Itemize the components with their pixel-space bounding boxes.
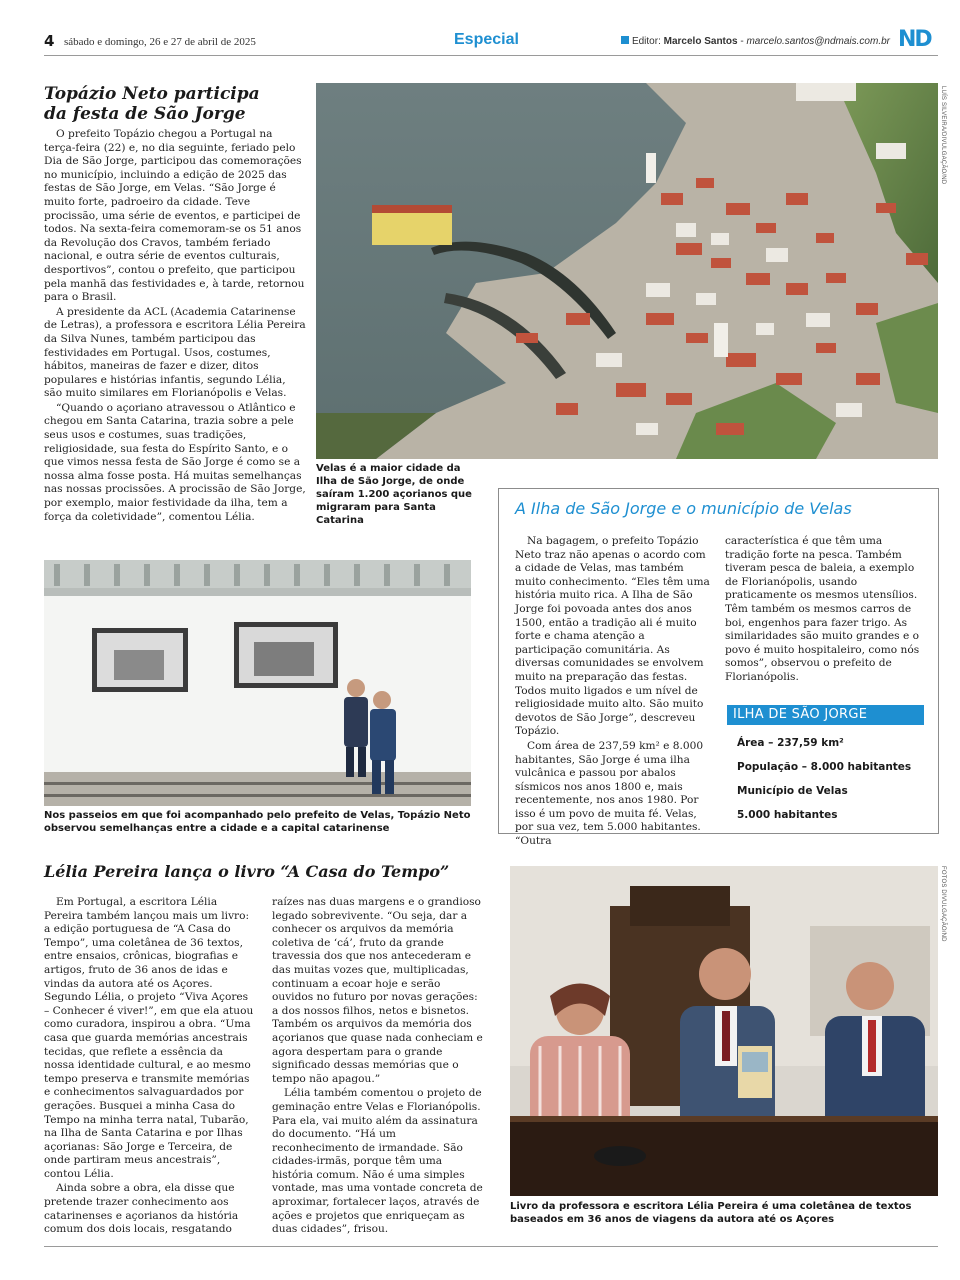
photo-credit: FOTOS DIVULGAÇÃO/ND [940, 866, 946, 942]
paragraph: A presidente da ACL (Academia Catarinense de Letras), a professora e escritora Lélia Pereira da Silva Nunes, também participou das festividades em Portugal. Usos, costumes, hábitos, maneiras de fazer e dizer, ditos populares e histórias infantis, segundo Lélia, são muito similares em Florianópolis e Velas. [44, 305, 306, 400]
velas-aerial-illustration [316, 83, 938, 459]
article2-column-2 [272, 896, 484, 1238]
photo-credit: LUÍS SILVEIRA/DIVULGAÇÃO/ND [940, 86, 946, 185]
facts-header: ILHA DE SÃO JORGE [727, 705, 924, 725]
book-launch-photo [510, 866, 938, 1196]
page-header [44, 27, 938, 56]
paragraph: Com área de 237,59 km² e 8.000 habitantes, São Jorge é uma ilha vulcânica e passou por abalos sísmicos nos anos 1800 e, mais recentemente, nos anos 1980. Por isso é um povo de muita fé. Velas, por sua vez, tem 5.000 habitantes. “Outra [515, 739, 704, 848]
walk-illustration [44, 560, 471, 806]
fact-municipality-population: 5.000 habitantes [737, 809, 838, 821]
book-launch-illustration [510, 866, 938, 1196]
headline-line: da festa de São Jorge [44, 104, 246, 124]
paragraph: Ainda sobre a obra, ela disse que pretende trazer conhecimento aos catarinenses e açorianos da história comum dos dois locais, resgatando [44, 1182, 239, 1236]
fact-municipality: Município de Velas [737, 785, 848, 797]
paragraph: raízes nas duas margens e o grandioso legado sobrevivente. “Ou seja, dar a conhecer os arquivos da memória coletiva de ‘cá’, fruto da grande travessia dos que nos antecederam e das muitas vozes que, multiplicadas, continuam a ecoar hoje e serão ouvidos no futuro por novas gerações: a dos nossos filhos, netos e bisnetos. Também os arquivos da memória dos açorianos que quase nada conheciam e agora despertam para o grande significado dessas memórias que o tempo não apagou.” [272, 896, 483, 1085]
edition-date: sábado e domingo, 26 e 27 de abril de 2025 [64, 36, 256, 48]
box-column-2 [725, 535, 925, 686]
paragraph: Na bagagem, o prefeito Topázio Neto traz não apenas o acordo com a cidade de Velas, mas também muito conhecimento. “Eles têm uma história muito rica. A Ilha de São Jorge foi povoada antes dos anos 1500, então a tradição ali é muito forte e chama atenção a participação comunitária. As diversas comunidades se envolvem muito na preparação das festas. Todos muito ligados e um nível de religiosidade muito alto. São muito devotos de São Jorge”, descreveu Topázio. [515, 535, 710, 738]
paragraph: Em Portugal, a escritora Lélia Pereira também lançou mais um livro: a edição portuguesa de “A Casa do Tempo”, uma coletânea de 36 textos, entre ensaios, crônicas, biografias e artigos, fruto de 36 anos de idas e vindas da autora até os Açores. Segundo Lélia, o projeto “Viva Açores – Conhecer é viver!”, em que ela atuou como curadora, inspirou a obra. “Uma casa que guarda memórias ancestrais tecidas, que reflete a essência da nossa identidade cultural, e ao mesmo tempo preserva e transmite memórias e conhecimentos salvaguardados por gerações. Busquei a minha Casa do Tempo na minha terra natal, Tubarão, na Ilha de Santa Catarina e por Ilhas açorianas: São Jorge e Terceira, de onde partiram meus ancestrais”, contou Lélia. [44, 896, 254, 1180]
bottom-rule [44, 1246, 938, 1247]
square-bullet-icon [621, 36, 629, 44]
fact-area: Área – 237,59 km² [737, 737, 844, 749]
editor-name: Marcelo Santos [663, 36, 738, 47]
velas-photo-caption: Velas é a maior cidade da Ilha de São Jorge, de onde saíram 1.200 açorianos que migraram para Santa Catarina [316, 463, 472, 526]
section-title: Especial [454, 31, 519, 48]
editor-email[interactable]: marcelo.santos@ndmais.com.br [746, 36, 890, 47]
editor-credit [621, 36, 890, 47]
paragraph: O prefeito Topázio chegou a Portugal na terça-feira (22) e, no dia seguinte, feriado pelo Dia de São Jorge, participou das comemorações no município, incluindo a edição de 2025 das festas de São Jorge, em Velas. “São Jorge é muito forte, padroeiro da cidade. Teve procissão, uma série de eventos, e participei de todos. Na sexta-feira comemoram-se os 51 anos da Revolução dos Cravos, também feriado nacional, e outra série de eventos culturais, desportivos”, contou o prefeito, que participou pela manhã das festividades e, à tarde, retornou para o Brasil. [44, 128, 305, 304]
editor-separator: - [737, 36, 747, 47]
walk-photo [44, 560, 471, 806]
article1-body [44, 128, 306, 525]
paragraph: “Quando o açoriano atravessou o Atlântico e chegou em Santa Catarina, trazia sobre a pele seus usos e costumes, suas tradições, religiosidade, sua festa do Espírito Santo, e o que vimos nessa festa de São Jorge é como se a nossa alma fosse posta. Há muitas semelhanças nas nossas procissões. A procissão de São Jorge, por exemplo, maior festividade da ilha, tem a força da coletividade”, comentou Lélia. [44, 401, 306, 523]
page-number: 4 [44, 32, 55, 50]
fact-population: População – 8.000 habitantes [737, 761, 912, 773]
article1-headline [44, 84, 304, 124]
paragraph: característica é que têm uma tradição forte na pesca. Também tiveram pesca de baleia, a exemplo de Florianópolis, usando praticamente os mesmos utensílios. Têm também os mesmos carros de boi, engenhos para fazer trigo. As similaridades são muito grandes e o povo é muito hospitaleiro, como nós somos”, observou o prefeito de Florianópolis. [725, 535, 920, 683]
box-column-1 [515, 535, 714, 850]
editor-label: Editor: [631, 36, 661, 47]
paragraph: Lélia também comentou o projeto de geminação entre Velas e Florianópolis. Para ela, vai muito além da assinatura do documento. “Há um reconhecimento de irmandade. São cidades-irmãs, porque têm uma história comum. Não é uma simples vontade, mas uma vontade concreta de aproximar, fortalecer laços, através de ações e projetos que enriqueçam as duas cidades”, frisou. [272, 1087, 483, 1236]
info-box [498, 488, 939, 848]
article2-column-1 [44, 896, 256, 1238]
box-title: A Ilha de São Jorge e o município de Velas [515, 499, 852, 518]
nd-logo: ND [898, 27, 931, 52]
headline-line: Topázio Neto participa [44, 84, 260, 104]
velas-aerial-photo [316, 83, 938, 459]
walk-photo-caption: Nos passeios em que foi acompanhado pelo prefeito de Velas, Topázio Neto observou semelhanças entre a cidade e a capital catarinense [44, 810, 471, 834]
article2-headline: Lélia Pereira lança o livro “A Casa do Tempo” [44, 862, 450, 881]
book-photo-caption: Livro da professora e escritora Lélia Pereira é uma coletânea de textos baseados em 36 anos de viagens da autora até os Açores [510, 1201, 912, 1225]
